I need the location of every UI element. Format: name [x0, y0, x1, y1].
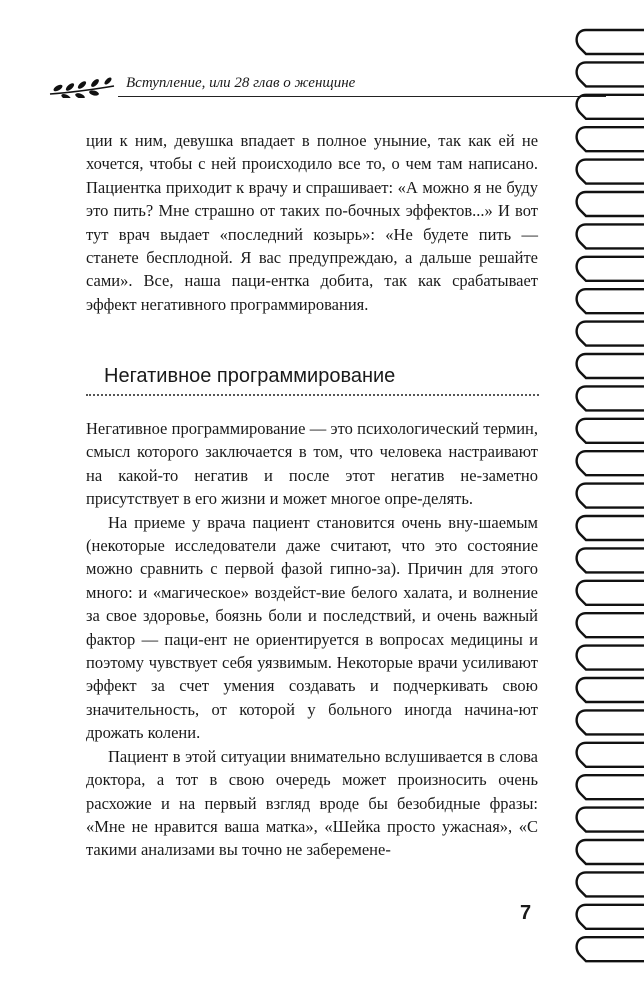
- paragraph: [86, 129, 538, 316]
- binding-ring: [577, 62, 644, 86]
- text-line: делять.: [422, 489, 474, 509]
- text-line: написано. Пациентка приходит к врачу и спрашивает:: [86, 154, 539, 197]
- binding-ring: [577, 95, 644, 119]
- text-line: боли и последствий, и очень важный фактор — паци-: [86, 606, 538, 649]
- spiral-binding-icon: [572, 28, 644, 988]
- text-line: это состояние можно сравнить с первой фазой гипно-: [86, 536, 539, 579]
- body-text-section-1: [86, 129, 538, 316]
- binding-ring: [577, 516, 644, 540]
- binding-ring: [577, 905, 644, 929]
- text-line: вие белого халата, и волнение за свое здоровье, боязнь: [86, 582, 538, 626]
- text-line: бочных эффектов...» И вот тут врач выдает «последний: [86, 201, 538, 244]
- binding-ring: [577, 548, 644, 572]
- binding-ring: [577, 419, 644, 443]
- binding-ring: [577, 289, 644, 313]
- binding-ring: [577, 160, 644, 184]
- body-text-section-2: [86, 417, 538, 862]
- binding-ring: [577, 840, 644, 864]
- binding-ring: [577, 484, 644, 508]
- binding-ring: [577, 678, 644, 702]
- text-line: ции к ним, девушка впадает в полное уныние, так как ей: [86, 131, 515, 150]
- text-line: козырь»: «Не будете пить — станете бесплодной. Я вас: [86, 224, 538, 268]
- text-line: ент не ориентируется в вопросах медицины и поэтому: [86, 629, 538, 673]
- binding-ring: [577, 710, 644, 734]
- text-line: На приеме у врача пациент становится очень вну-: [108, 512, 479, 532]
- text-line: программирования.: [230, 294, 369, 314]
- binding-ring: [577, 743, 644, 767]
- text-line: заметно присутствует в его жизни и может многое опре-: [86, 465, 538, 509]
- text-line: «А можно я не буду это пить? Мне страшно от таких по-: [86, 177, 539, 221]
- leaf-sprig-icon: [48, 76, 118, 98]
- paragraph: [86, 745, 538, 862]
- text-line: Пациент в этой ситуации внимательно вслушивается: [108, 746, 483, 766]
- binding-ring: [577, 775, 644, 799]
- binding-ring: [577, 30, 644, 54]
- text-line: ют дрожать колени.: [86, 699, 538, 743]
- running-header-title: Вступление, или 28 глав о женщине: [126, 75, 356, 91]
- text-line: настраивают на какой-то негатив и после этот негатив не-: [86, 442, 539, 485]
- paragraph: [86, 417, 538, 511]
- binding-ring: [577, 322, 644, 346]
- binding-ring: [577, 224, 644, 248]
- binding-ring: [577, 451, 644, 475]
- binding-ring: [577, 581, 644, 605]
- binding-ring: [577, 613, 644, 637]
- text-line: Негативное программирование — это психологический: [86, 419, 479, 438]
- binding-ring: [577, 354, 644, 378]
- text-line: ентка добита, так как срабатывает эффект негативного: [86, 271, 538, 314]
- text-line: шаемым (некоторые исследователи даже считают, что: [86, 512, 538, 556]
- running-header: [48, 72, 548, 102]
- text-line: эффект за счет умения создавать и подчеркивать свою: [86, 676, 538, 696]
- binding-ring: [577, 192, 644, 216]
- header-rule: [118, 96, 606, 97]
- text-line: значительность, от которой у больного иногда начина-: [86, 699, 519, 719]
- text-line: предупреждаю, а дальше решайте сами». Все, наша паци-: [86, 248, 539, 291]
- binding-ring: [577, 937, 644, 961]
- text-line: чувствует себя уязвимым. Некоторые врачи усиливают: [148, 653, 538, 673]
- heading-dotted-rule: [86, 394, 539, 396]
- text-line: в слова доктора, а тот в свою очередь может произносить: [86, 746, 539, 790]
- paragraph: [86, 511, 538, 745]
- text-line: не хочется, чтобы с ней происходило все то, о чем там: [86, 131, 539, 174]
- section-heading: Негативное программирование: [104, 365, 396, 387]
- binding-ring: [577, 646, 644, 670]
- binding-ring: [577, 872, 644, 896]
- binding-ring: [577, 808, 644, 832]
- text-line: очень расхожие и на первый взгляд вроде бы безобидные: [86, 770, 539, 813]
- text-line: ужасная», «С такими анализами вы точно не забеременe-: [86, 816, 539, 860]
- text-line: за). Причин для этого много: и «магическое» воздейст-: [86, 559, 538, 602]
- text-line: фразы: «Мне не нравится ваша матка», «Шейка просто: [86, 793, 539, 836]
- page-number: 7: [520, 902, 532, 924]
- text-line: термин, смысл которого заключается в том, что человека: [86, 419, 538, 462]
- binding-ring: [577, 386, 644, 410]
- binding-ring: [577, 257, 644, 281]
- binding-ring: [577, 127, 644, 151]
